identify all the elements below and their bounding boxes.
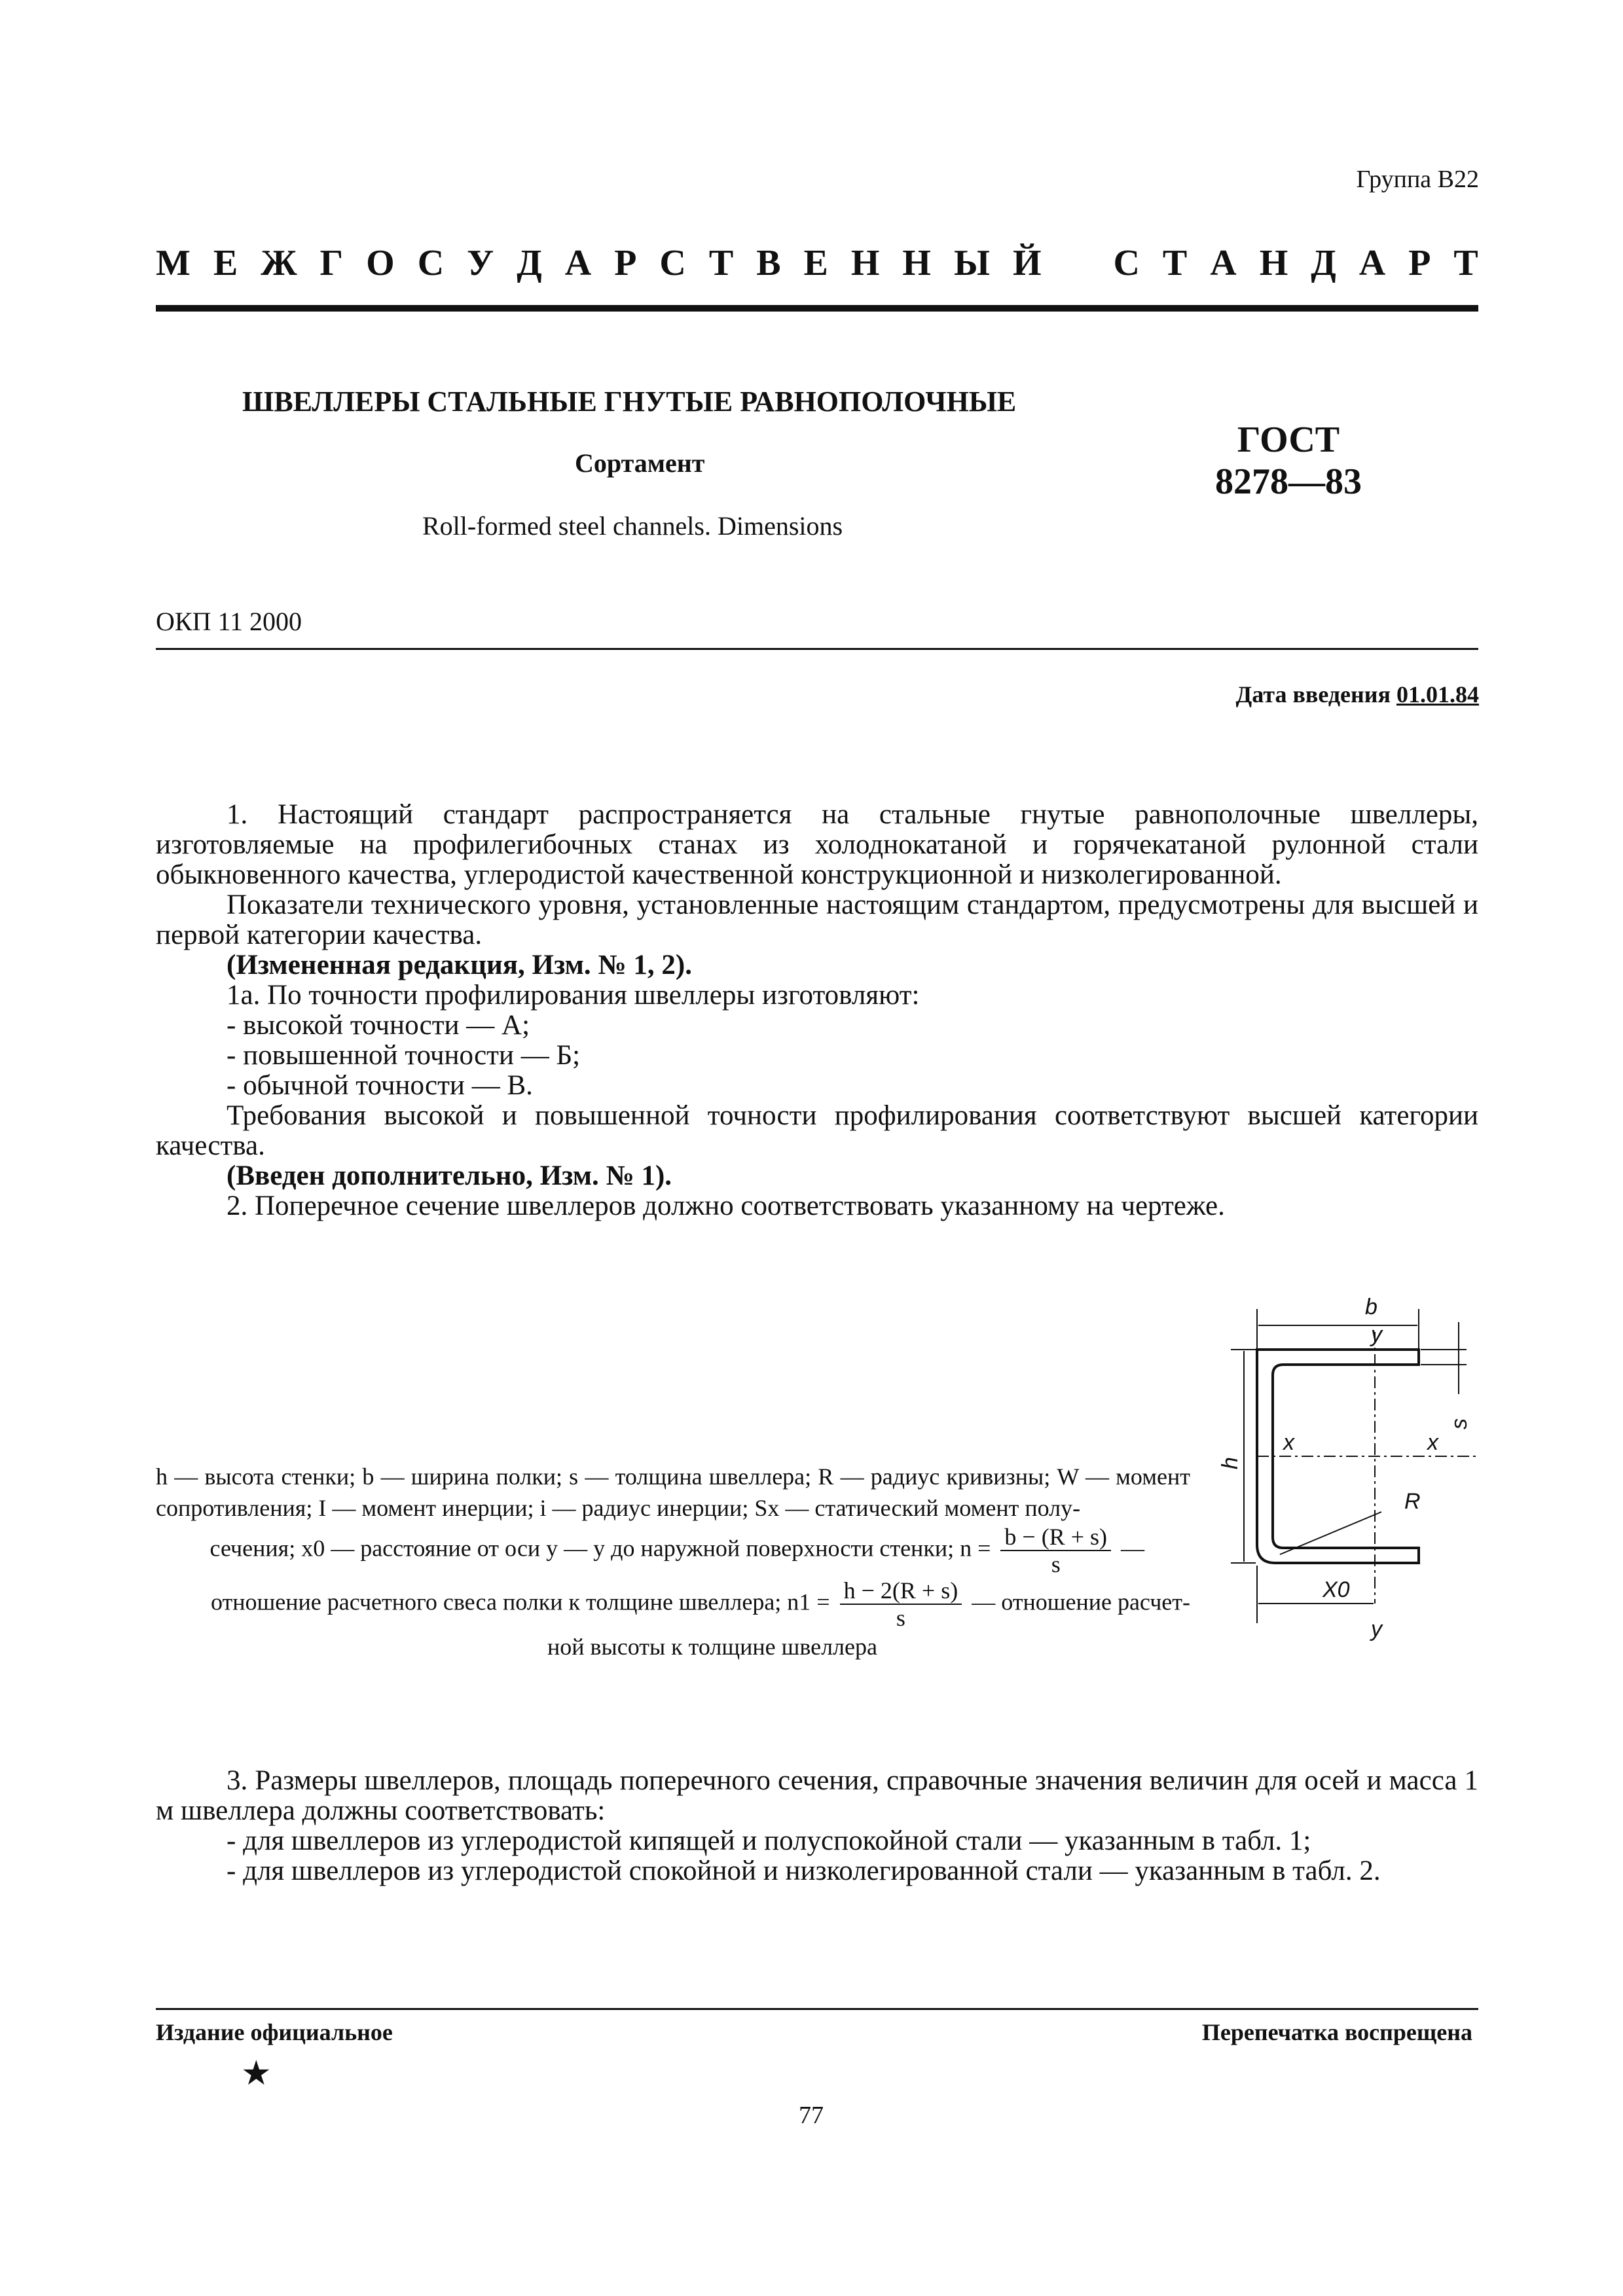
standard-banner (156, 242, 1478, 284)
formula-n1 (840, 1577, 962, 1631)
banner-letter: Н (850, 243, 880, 283)
paragraph: 2. Поперечное сечение швеллеров должно соответствовать указанному на чертеже. (227, 1191, 1225, 1221)
list-item: - обычной точности — В. (227, 1070, 533, 1101)
body-section-1 (156, 800, 1478, 1221)
date-label: Дата введения (1235, 681, 1391, 708)
banner-letter: С (659, 243, 686, 283)
banner-letter: Ж (261, 243, 297, 283)
banner-letter: Д (517, 243, 542, 283)
banner-letter: Й (1012, 243, 1042, 283)
gost-number: 8278—83 (1215, 461, 1362, 502)
formula-denominator: s (896, 1605, 905, 1631)
banner-letter: А (1210, 243, 1237, 283)
banner-letter: Т (1453, 243, 1478, 283)
legend-line: h — высота стенки; b — ширина полки; s — толщина швеллера; R — радиус кривизны; W — момент сопротивления; I — момент инерции; i — радиус инерции; Sx — статический момент полу- (156, 1463, 1190, 1521)
group-code: Группа В22 (1356, 166, 1479, 193)
channel-cross-section-drawing (1218, 1295, 1480, 1662)
list-item: - высокой точности — А; (227, 1010, 530, 1041)
banner-letter: С (1113, 243, 1140, 283)
banner-letter: А (564, 243, 592, 283)
paragraph: 1а. По точности профилирования швеллеры изготовляют: (227, 980, 920, 1011)
edition-note: Издание официальное (156, 2019, 393, 2045)
banner-letter: В (756, 243, 781, 283)
list-item: - для швеллеров из углеродистой спокойной и низколегированной стали — указанным в табл. 2. (227, 1856, 1381, 1886)
banner-letter: Ы (953, 243, 990, 283)
list-item: - для швеллеров из углеродистой кипящей и полуспокойной стали — указанным в табл. 1; (227, 1825, 1311, 1856)
label-b: b (1365, 1295, 1377, 1319)
legend-text: — (1121, 1535, 1144, 1562)
banner-letter: Е (213, 243, 238, 283)
formula-n (1000, 1524, 1111, 1577)
paragraph: 3. Размеры швеллеров, площадь поперечного сечения, справочные значения величин для осей и масса 1 м швеллера должны соответствовать: (156, 1765, 1478, 1826)
amendment-note: (Введен дополнительно, Изм. № 1). (227, 1160, 672, 1191)
date-value: 01.01.84 (1396, 681, 1479, 708)
english-title: Roll-formed steel channels. Dimensions (422, 511, 843, 541)
banner-letter: О (366, 243, 395, 283)
page-number: 77 (799, 2102, 824, 2129)
label-x-left: x (1283, 1430, 1294, 1455)
banner-letter: Н (1259, 243, 1288, 283)
banner-letter: Т (708, 243, 734, 283)
paragraph: Требования высокой и повышенной точности профилирования соответствуют высшей категории качества. (156, 1100, 1478, 1161)
okp-rule (156, 648, 1478, 650)
label-h: h (1218, 1457, 1243, 1469)
banner-letter: Р (1408, 243, 1431, 283)
label-x0: X0 (1322, 1577, 1350, 1602)
banner-letter: Д (1311, 243, 1336, 283)
body-section-3 (156, 1766, 1478, 1886)
label-r: R (1404, 1489, 1421, 1514)
banner-letter: С (417, 243, 445, 283)
amendment-note: (Измененная редакция, Изм. № 1, 2). (227, 950, 692, 980)
banner-letter: А (1359, 243, 1386, 283)
label-y-top: y (1371, 1322, 1382, 1347)
formula-numerator: h − 2(R + s) (840, 1577, 962, 1605)
legend-line (156, 1524, 1190, 1577)
gost-code (1190, 419, 1387, 503)
document-subtitle: Сортамент (575, 448, 705, 478)
formula-denominator: s (1051, 1551, 1061, 1577)
banner-letter: Е (803, 243, 828, 283)
footer-rule (156, 2008, 1478, 2010)
legend-text: отношение расчетного свеса полки к толщине швеллера; n1 = (210, 1588, 830, 1615)
star-icon: ★ (241, 2055, 272, 2092)
gost-label: ГОСТ (1237, 420, 1340, 460)
paragraph: Показатели технического уровня, установленные настоящим стандартом, предусмотрены для высшей и первой категории качества. (156, 889, 1478, 950)
header-rule (156, 305, 1478, 312)
banner-letter: М (156, 243, 191, 283)
legend-line (156, 1577, 1190, 1631)
formula-numerator: b − (R + s) (1000, 1524, 1111, 1551)
label-s: s (1447, 1418, 1472, 1429)
legend-line: ной высоты к толщине швеллера (547, 1634, 877, 1660)
effective-date (1236, 681, 1480, 708)
banner-letter: Н (902, 243, 931, 283)
paragraph: 1. Настоящий стандарт распространяется на стальные гнутые равнополочные швеллеры, изготовляемые на профилегибочных станах из холоднокатаной и горячекатаной рулонной стали обыкновенного качества, углеродистой качественной конструкционной и низколегированной. (156, 799, 1478, 890)
symbol-legend (156, 1461, 1190, 1662)
label-x-right: x (1427, 1430, 1438, 1455)
reprint-note: Перепечатка воспрещена (1201, 2019, 1472, 2045)
banner-letter: У (467, 243, 494, 283)
legend-text: — отношение расчет- (972, 1588, 1190, 1615)
legend-text: сечения; x0 — расстояние от оси y — y до наружной поверхности стенки; n = (210, 1535, 991, 1562)
document-title: ШВЕЛЛЕРЫ СТАЛЬНЫЕ ГНУТЫЕ РАВНОПОЛОЧНЫЕ (242, 386, 1017, 418)
banner-letter: Т (1162, 243, 1188, 283)
okp-code: ОКП 11 2000 (156, 607, 302, 636)
list-item: - повышенной точности — Б; (227, 1040, 581, 1071)
label-y-bottom: y (1371, 1617, 1382, 1641)
banner-letter: Г (319, 243, 344, 283)
banner-letter: Р (614, 243, 637, 283)
